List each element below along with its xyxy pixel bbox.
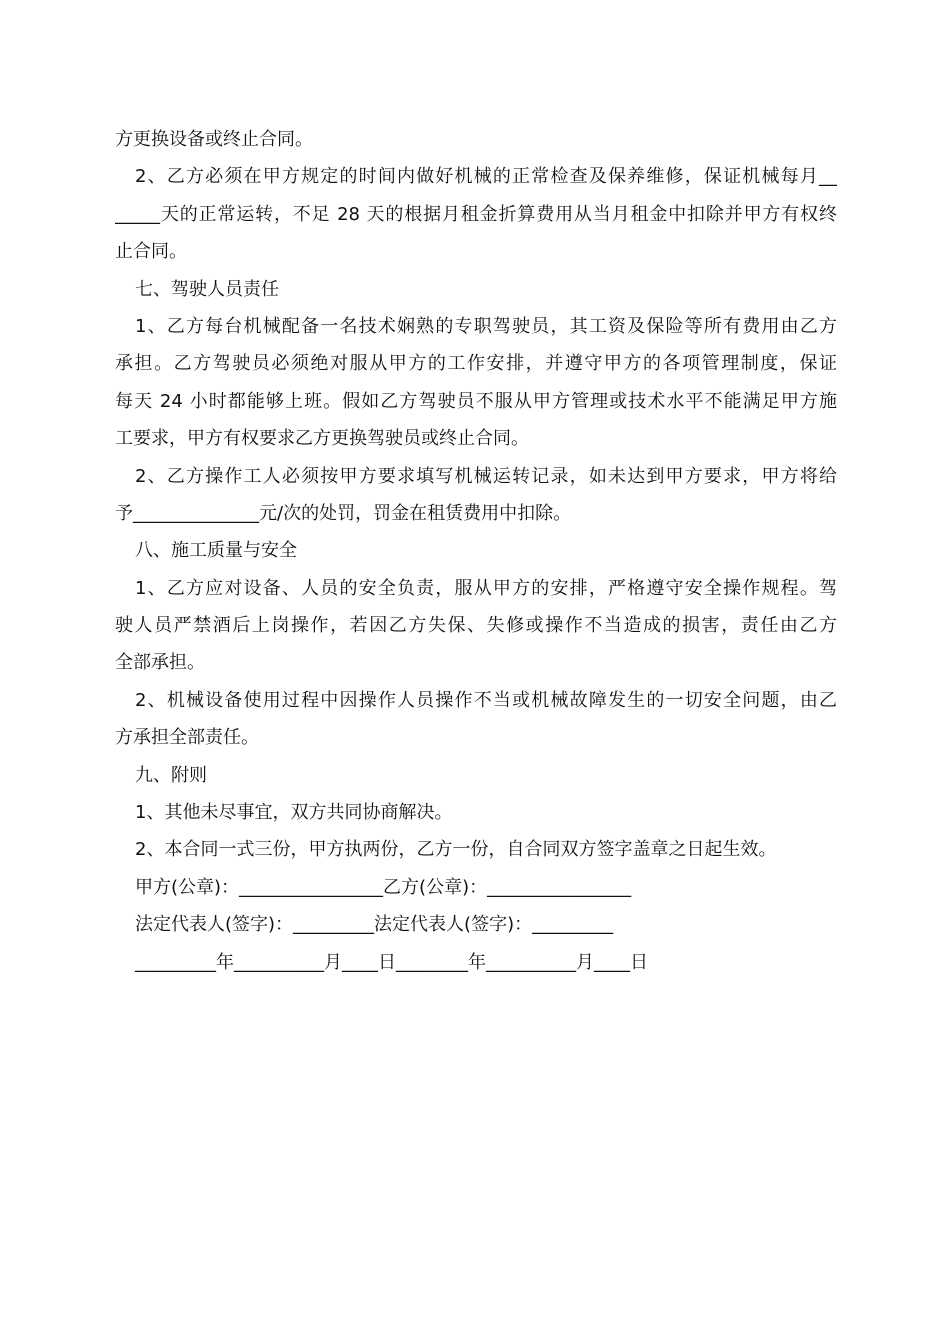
text-line: 驶人员严禁酒后上岗操作，若因乙方失保、失修或操作不当造成的损害，责任由乙方 bbox=[115, 615, 837, 637]
signature-line-seal: 甲方(公章)：________________乙方(公章)：________________ bbox=[135, 876, 632, 898]
text-line: 1、其他未尽事宜，双方共同协商解决。 bbox=[135, 802, 453, 824]
text-line: 方承担全部责任。 bbox=[115, 727, 259, 749]
text-line: 全部承担。 bbox=[115, 652, 205, 674]
text-line: 承担。乙方驾驶员必须绝对服从甲方的工作安排，并遵守甲方的各项管理制度，保证 bbox=[115, 353, 837, 375]
text-line: 2、乙方操作工人必须按甲方要求填写机械运转记录，如未达到甲方要求，甲方将给 bbox=[135, 465, 837, 487]
text-line: 2、本合同一式三份，甲方执两份，乙方一份，自合同双方签字盖章之日起生效。 bbox=[135, 839, 777, 861]
text-line: 1、乙方应对设备、人员的安全负责，服从甲方的安排，严格遵守安全操作规程。驾 bbox=[135, 577, 837, 599]
text-line: 每天 24 小时都能够上班。假如乙方驾驶员不服从甲方管理或技术水平不能满足甲方施 bbox=[115, 390, 837, 412]
section-heading: 八、施工质量与安全 bbox=[135, 540, 297, 562]
signature-line-representative: 法定代表人(签字)：_________法定代表人(签字)：_________ bbox=[135, 914, 614, 936]
text-line: 予______________元/次的处罚，罚金在租赁费用中扣除。 bbox=[115, 502, 572, 524]
text-line: 工要求，甲方有权要求乙方更换驾驶员或终止合同。 bbox=[115, 428, 529, 450]
section-heading: 七、驾驶人员责任 bbox=[135, 278, 279, 300]
text-line: _____天的正常运转，不足 28 天的根据月租金折算费用从当月租金中扣除并甲方有权终 bbox=[115, 203, 837, 225]
text-line: 2、机械设备使用过程中因操作人员操作不当或机械故障发生的一切安全问题，由乙 bbox=[135, 689, 837, 711]
text-line: 止合同。 bbox=[115, 241, 187, 263]
signature-line-date: _________年__________月____日________年__________月____日 bbox=[135, 951, 648, 973]
contract-body bbox=[115, 121, 837, 981]
text-line: 方更换设备或终止合同。 bbox=[115, 129, 313, 150]
text-line: 2、乙方必须在甲方规定的时间内做好机械的正常检查及保养维修，保证机械每月__ bbox=[135, 166, 837, 188]
section-heading: 九、附则 bbox=[135, 764, 207, 786]
text-line: 1、乙方每台机械配备一名技术娴熟的专职驾驶员，其工资及保险等所有费用由乙方 bbox=[135, 315, 837, 337]
